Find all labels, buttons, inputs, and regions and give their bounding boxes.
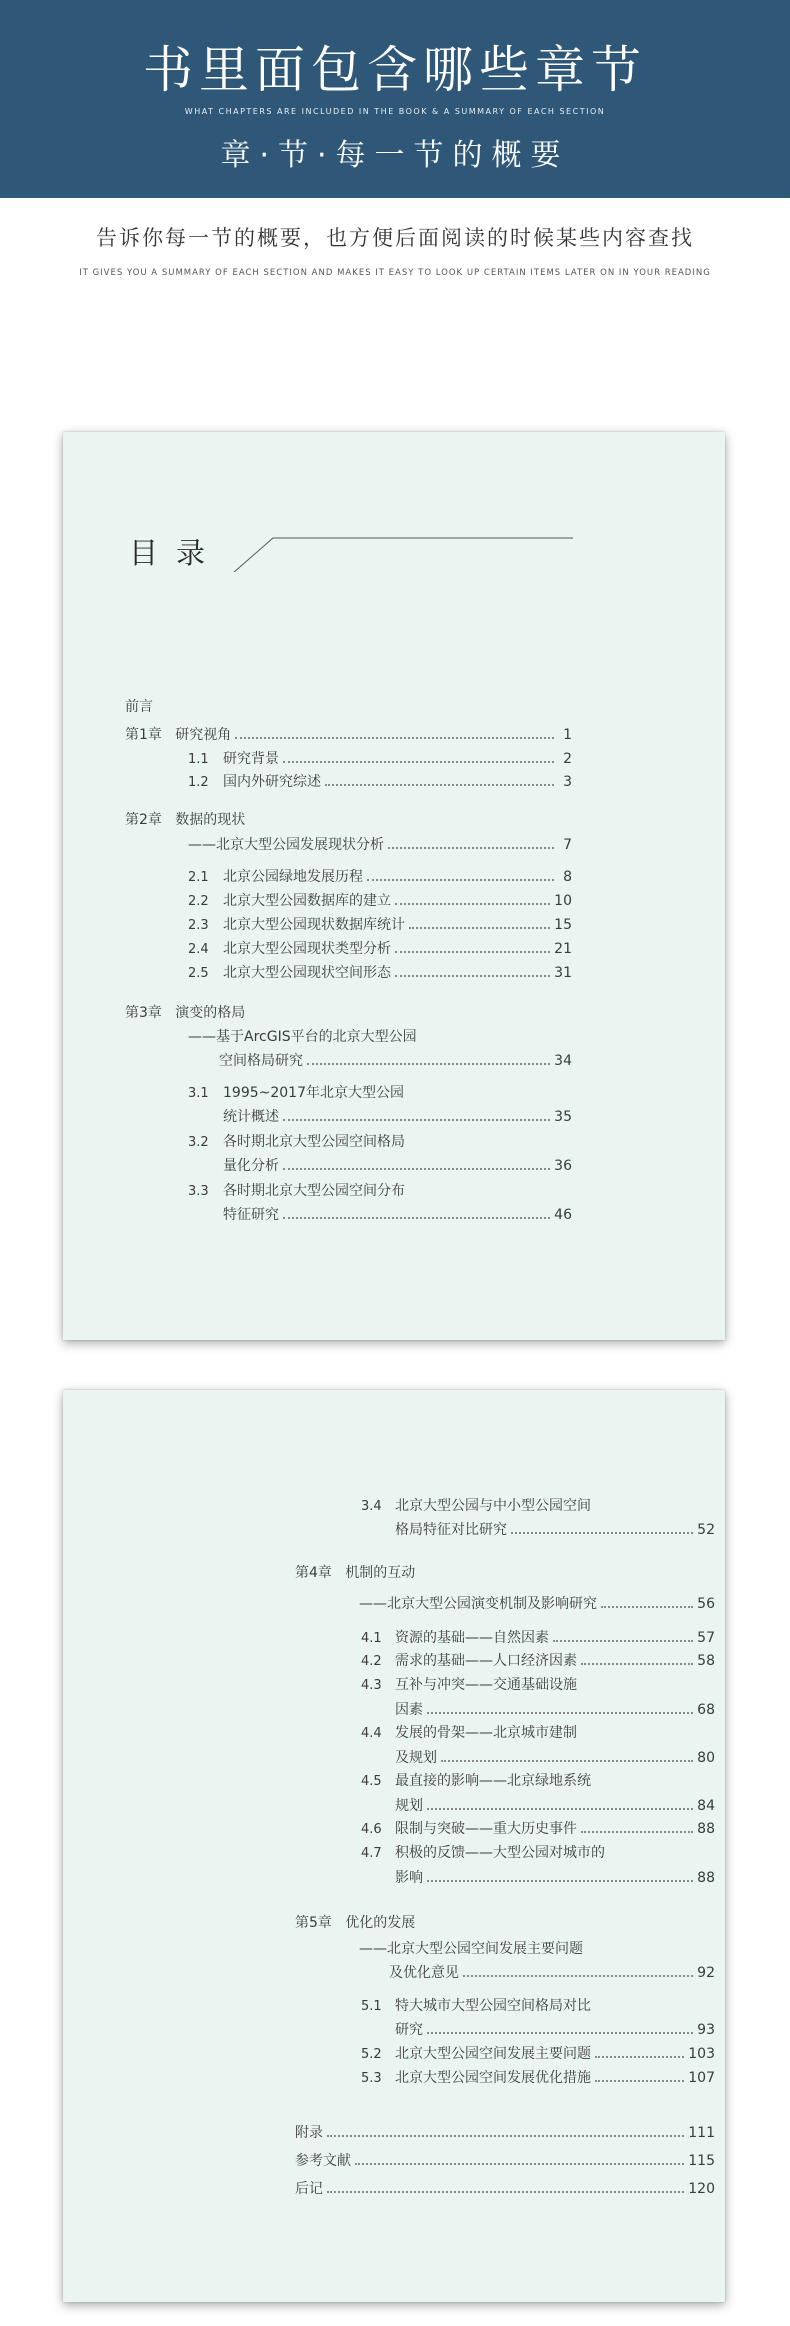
toc-section-3-1-line2[interactable]: 统计概述 35: [223, 1109, 572, 1125]
toc-chapter-5-subtitle-line2[interactable]: 及优化意见 92: [389, 1965, 715, 1981]
section-number: 4.6: [361, 1822, 382, 1837]
toc-section-1-2[interactable]: 国内外研究综述 3: [223, 774, 572, 790]
section-number: 5.3: [361, 2071, 382, 2086]
toc-section-5-1-line1[interactable]: 特大城市大型公园空间格局对比: [395, 1998, 591, 2014]
toc-section-4-4-line1[interactable]: 发展的骨架——北京城市建制: [395, 1725, 577, 1741]
toc-section-4-1[interactable]: 资源的基础——自然因素 57: [395, 1630, 715, 1646]
section-number: 2.2: [188, 894, 209, 909]
toc-section-2-4[interactable]: 北京大型公园现状类型分析 21: [223, 941, 572, 957]
toc-chapter-3[interactable]: 第3章 演变的格局: [125, 1005, 246, 1021]
section-number: 2.5: [188, 966, 209, 981]
toc-section-3-2-line2[interactable]: 量化分析 36: [223, 1158, 572, 1174]
toc-section-3-4-line1[interactable]: 北京大型公园与中小型公园空间: [395, 1498, 591, 1514]
toc-section-5-2[interactable]: 北京大型公园空间发展主要问题 103: [395, 2046, 715, 2062]
banner-subtitle: 章·节·每一节的概要: [220, 138, 570, 173]
toc-heading: 目录: [129, 536, 224, 570]
toc-section-4-7-line1[interactable]: 积极的反馈——大型公园对城市的: [395, 1845, 605, 1861]
section-number: 1.2: [188, 775, 209, 790]
toc-section-4-3-line1[interactable]: 互补与冲突——交通基础设施: [395, 1677, 577, 1693]
toc-section-2-1[interactable]: 北京公园绿地发展历程 8: [223, 869, 572, 885]
toc-section-3-4-line2[interactable]: 格局特征对比研究 52: [395, 1522, 715, 1538]
toc-afterword[interactable]: 后记 120: [295, 2181, 715, 2197]
section-number: 4.7: [361, 1846, 382, 1861]
toc-references[interactable]: 参考文献 115: [295, 2153, 715, 2169]
toc-page-2: [63, 1390, 725, 2302]
toc-chapter-2-subtitle[interactable]: ——北京大型公园发展现状分析 7: [188, 837, 572, 853]
toc-chapter-1[interactable]: 第1章 研究视角 1: [125, 727, 572, 743]
toc-section-4-6[interactable]: 限制与突破——重大历史事件 88: [395, 1821, 715, 1837]
toc-section-3-3-line1[interactable]: 各时期北京大型公园空间分布: [223, 1183, 405, 1199]
toc-section-3-2-line1[interactable]: 各时期北京大型公园空间格局: [223, 1134, 405, 1150]
toc-section-4-2[interactable]: 需求的基础——人口经济因素 58: [395, 1653, 715, 1669]
toc-chapter-5[interactable]: 第5章 优化的发展: [295, 1915, 416, 1931]
toc-section-3-1-line1[interactable]: 1995~2017年北京大型公园: [223, 1085, 404, 1101]
toc-chapter-4[interactable]: 第4章 机制的互动: [295, 1565, 416, 1581]
section-number: 4.5: [361, 1774, 382, 1789]
section-number: 4.3: [361, 1678, 382, 1693]
banner-title: 书里面包含哪些章节: [143, 41, 647, 99]
banner-subtitle-en: WHAT CHAPTERS ARE INCLUDED IN THE BOOK & A SUMMARY OF EACH SECTION: [184, 107, 606, 116]
toc-section-2-5[interactable]: 北京大型公园现状空间形态 31: [223, 965, 572, 981]
section-number: 2.3: [188, 918, 209, 933]
section-number: 2.1: [188, 870, 209, 885]
toc-section-4-5-line1[interactable]: 最直接的影响——北京绿地系统: [395, 1773, 591, 1789]
section-number: 5.1: [361, 1999, 382, 2014]
toc-section-2-2[interactable]: 北京大型公园数据库的建立 10: [223, 893, 572, 909]
header-banner: [0, 0, 790, 198]
toc-section-3-3-line2[interactable]: 特征研究 46: [223, 1207, 572, 1223]
section-number: 4.1: [361, 1631, 382, 1646]
intro-text-en: IT GIVES YOU A SUMMARY OF EACH SECTION AND MAKES IT EASY TO LOOK UP CERTAIN ITEMS LATER ON IN YOUR READING: [79, 268, 711, 278]
section-number: 1.1: [188, 752, 209, 767]
toc-preface[interactable]: 前言: [125, 699, 153, 715]
toc-chapter-3-subtitle-line1[interactable]: ——基于ArcGIS平台的北京大型公园: [188, 1029, 417, 1045]
toc-chapter-5-subtitle-line1[interactable]: ——北京大型公园空间发展主要问题: [359, 1941, 583, 1957]
section-number: 5.2: [361, 2047, 382, 2062]
toc-section-5-3[interactable]: 北京大型公园空间发展优化措施 107: [395, 2070, 715, 2086]
toc-chapter-4-subtitle[interactable]: ——北京大型公园演变机制及影响研究 56: [359, 1596, 715, 1612]
section-number: 2.4: [188, 942, 209, 957]
section-number: 3.2: [188, 1135, 209, 1150]
toc-section-5-1-line2[interactable]: 研究 93: [395, 2022, 715, 2038]
intro-text: 告诉你每一节的概要，也方便后面阅读的时候某些内容查找: [96, 226, 694, 250]
toc-chapter-3-subtitle-line2[interactable]: 空间格局研究 34: [219, 1053, 572, 1069]
toc-appendix[interactable]: 附录 111: [295, 2125, 715, 2141]
section-number: 3.3: [188, 1184, 209, 1199]
toc-section-2-3[interactable]: 北京大型公园现状数据库统计 15: [223, 917, 572, 933]
toc-page-1: [63, 432, 725, 1340]
toc-section-4-7-line2[interactable]: 影响 88: [395, 1870, 715, 1886]
toc-chapter-2[interactable]: 第2章 数据的现状: [125, 812, 246, 828]
toc-section-4-4-line2[interactable]: 及规划 80: [395, 1750, 715, 1766]
section-number: 3.4: [361, 1499, 382, 1514]
toc-section-4-5-line2[interactable]: 规划 84: [395, 1798, 715, 1814]
toc-section-1-1[interactable]: 研究背景 2: [223, 751, 572, 767]
section-number: 3.1: [188, 1086, 209, 1101]
toc-section-4-3-line2[interactable]: 因素 68: [395, 1702, 715, 1718]
section-number: 4.4: [361, 1726, 382, 1741]
section-number: 4.2: [361, 1654, 382, 1669]
